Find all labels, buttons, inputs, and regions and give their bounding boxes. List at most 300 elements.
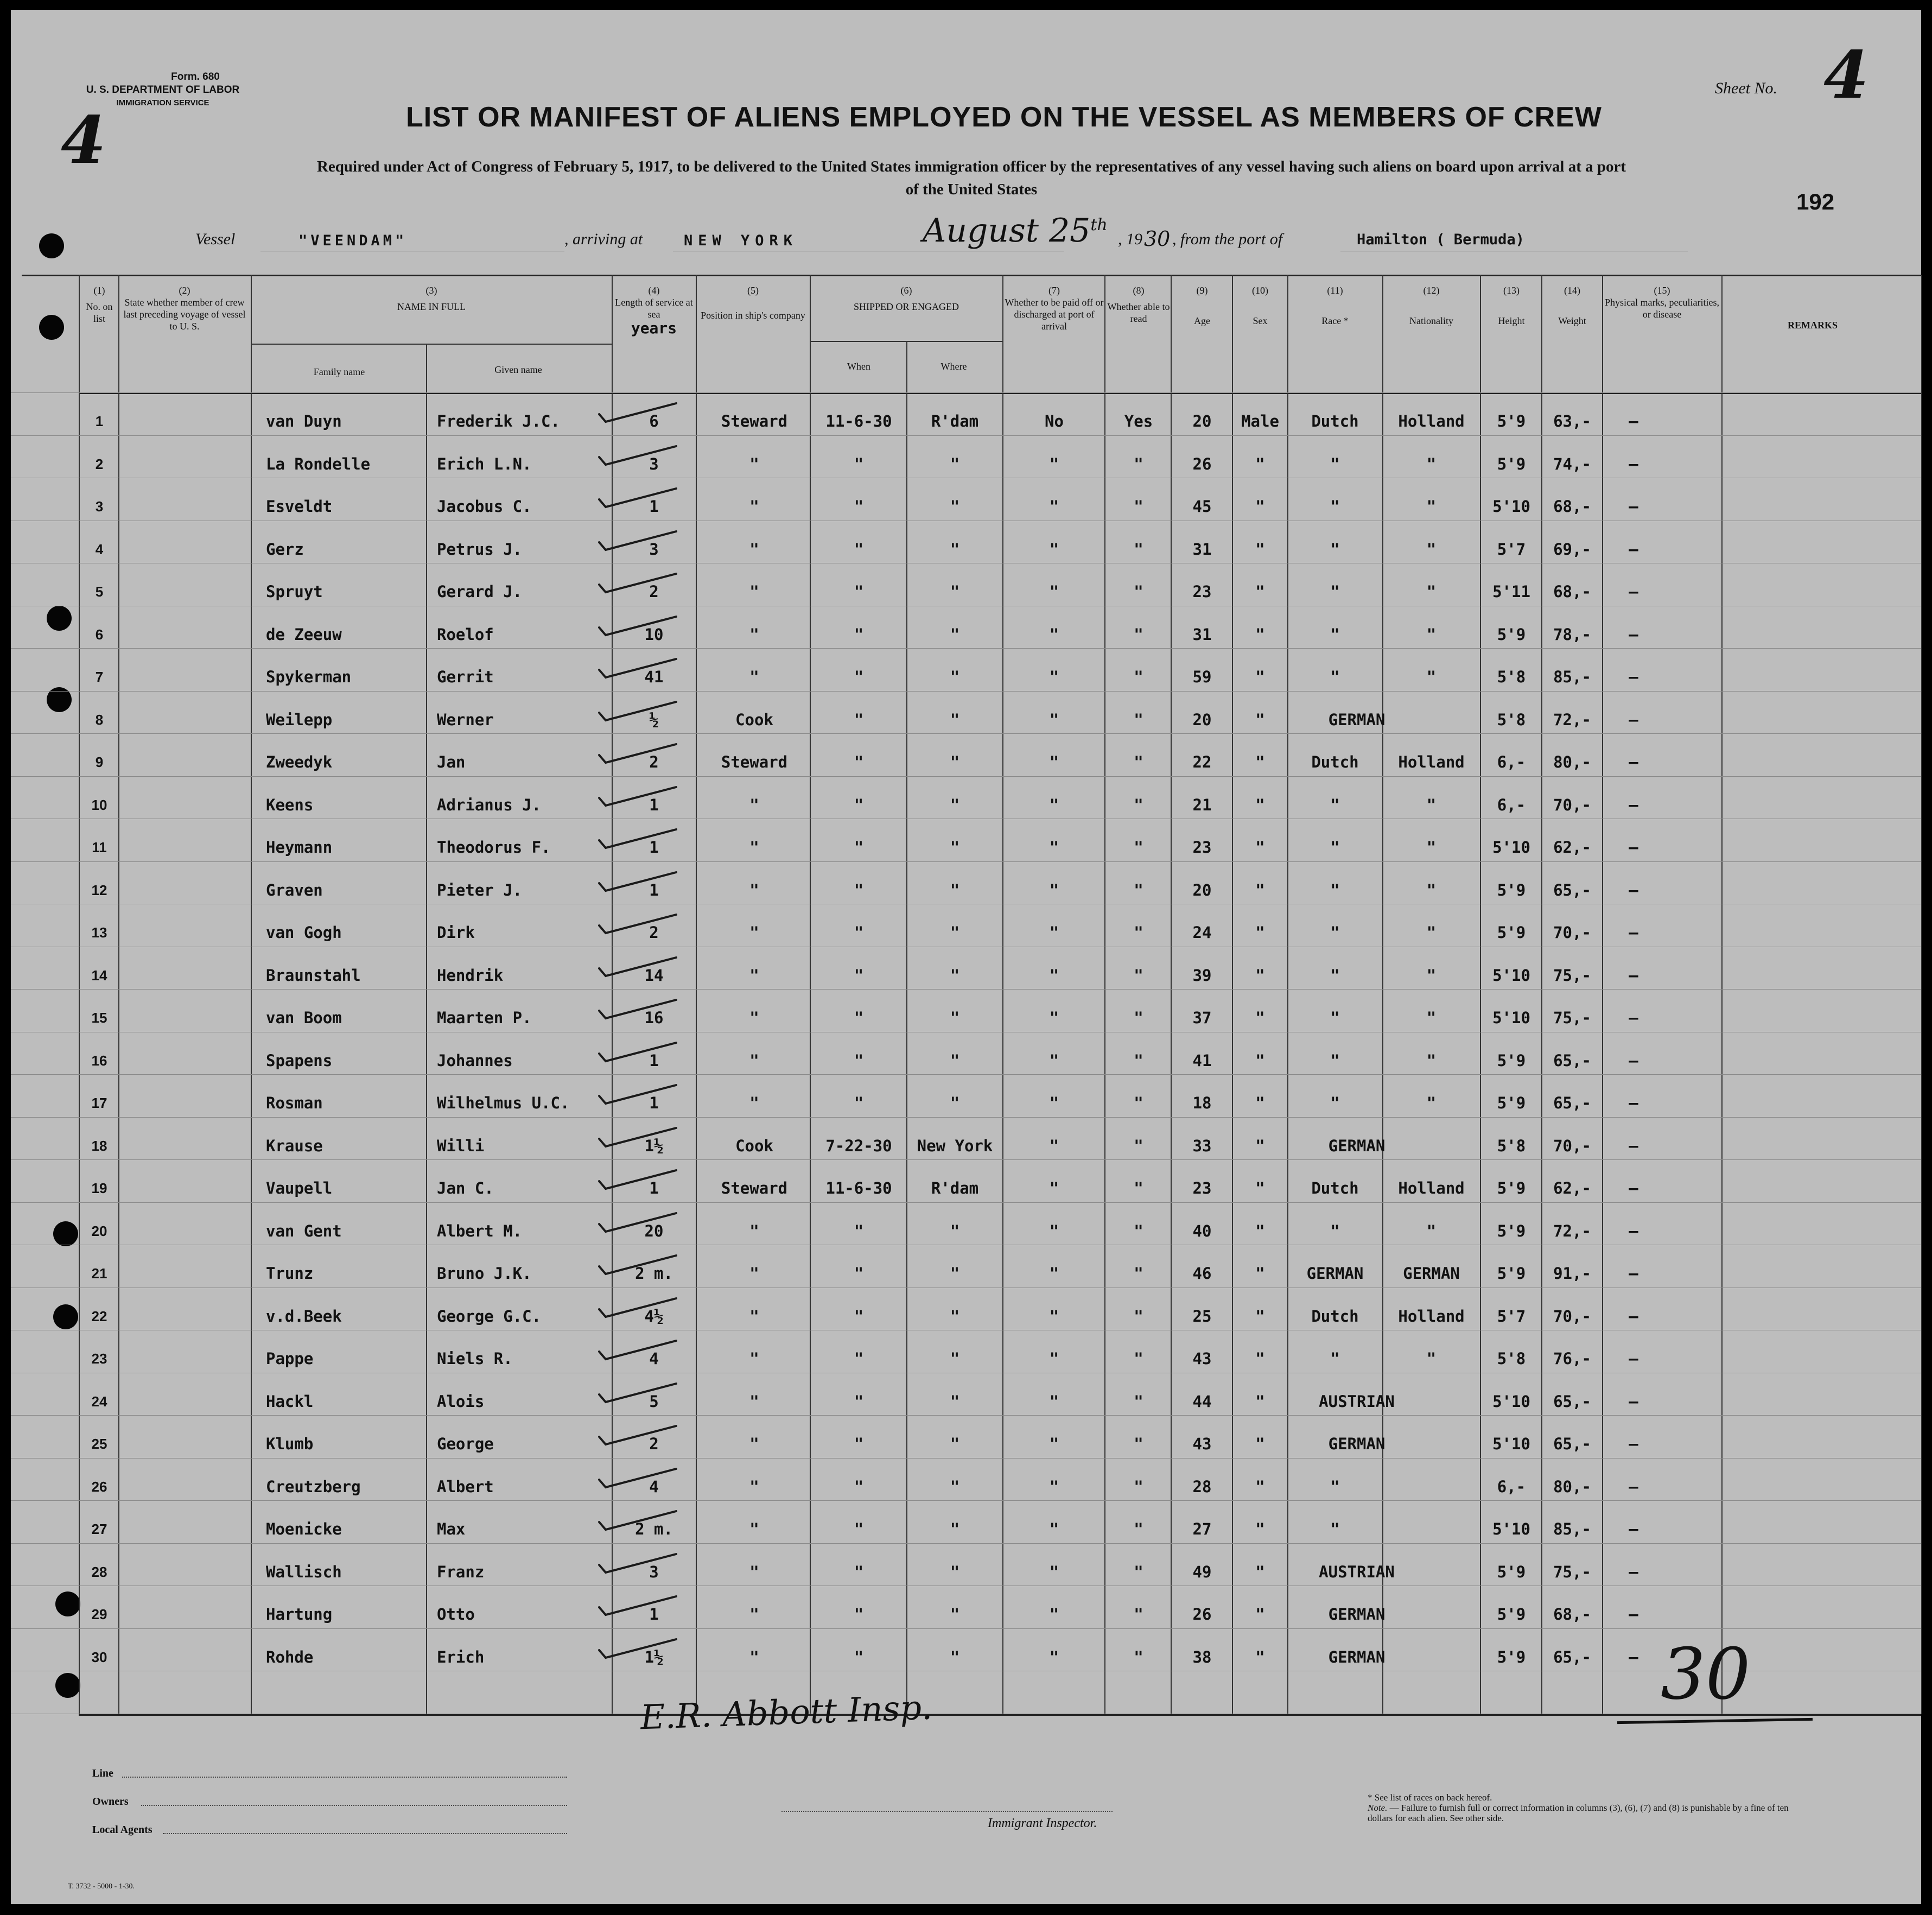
row-service: 4½ [644, 1307, 664, 1326]
row-read: " [1134, 1264, 1143, 1283]
row-service: 14 [644, 966, 664, 985]
row-age: 31 [1192, 625, 1212, 644]
row-race: " [1330, 454, 1340, 473]
punch-hole [53, 1304, 78, 1329]
stamp-number: 192 [1796, 189, 1835, 214]
check-mark-icon [597, 570, 678, 600]
row-rule [11, 776, 1921, 777]
row-where: New York [917, 1136, 993, 1155]
row-marks: — [1629, 753, 1638, 771]
row-height: 5'10 [1492, 1520, 1530, 1538]
punch-hole [39, 315, 64, 340]
row-given: Bruno J.K. [437, 1264, 532, 1283]
row-weight: 68,- [1553, 582, 1591, 601]
row-family: La Rondelle [266, 454, 371, 473]
col2-header [119, 284, 250, 332]
row-where: " [950, 1264, 960, 1283]
row-read: " [1134, 795, 1143, 814]
row-family: v.d.Beek [266, 1307, 342, 1326]
inspector-label: Immigrant Inspector. [988, 1816, 1097, 1830]
check-mark-icon [597, 1082, 678, 1112]
family-name-header: Family name [313, 366, 365, 377]
row-where: " [950, 1221, 960, 1240]
check-mark-icon [597, 997, 678, 1026]
row-weight: 76,- [1553, 1349, 1591, 1368]
departure-port: Hamilton ( Bermuda) [1357, 231, 1524, 248]
row-read: " [1134, 1136, 1143, 1155]
check-mark-icon [597, 1039, 678, 1069]
row-age: 33 [1192, 1136, 1212, 1155]
row-given: Jacobus C. [437, 497, 532, 516]
row-no: 23 [91, 1350, 107, 1367]
row-age: 21 [1192, 795, 1212, 814]
shipped-where-header: Where [940, 361, 967, 372]
col12-number: (12) [1423, 285, 1440, 296]
row-service: 1 [649, 1094, 659, 1112]
row-family: Trunz [266, 1264, 314, 1283]
row-paid: " [1049, 1009, 1059, 1027]
row-nationality: Holland [1398, 1179, 1465, 1197]
row-position: " [749, 540, 759, 559]
col14-header [1542, 284, 1602, 327]
row-position: " [749, 1605, 759, 1624]
row-no: 10 [91, 796, 107, 813]
row-race: AUSTRIAN [1319, 1392, 1395, 1411]
row-sex: " [1255, 838, 1265, 857]
col7-title: Whether to be paid off or discharged at port of arrival [1005, 297, 1104, 332]
row-position: Steward [721, 412, 788, 430]
row-no: 26 [91, 1478, 107, 1495]
row-height: 6,- [1497, 1477, 1526, 1496]
col2-number: (2) [179, 285, 190, 296]
row-height: 5'9 [1497, 880, 1526, 899]
row-position: " [749, 966, 759, 985]
row-race: GERMAN [1328, 1605, 1386, 1624]
sheet-number-value: 4 [1823, 37, 1869, 113]
row-age: 37 [1192, 1009, 1212, 1027]
row-age: 45 [1192, 497, 1212, 516]
row-given: Frederik J.C. [437, 412, 560, 430]
row-race: " [1330, 497, 1340, 516]
row-read: " [1134, 1392, 1143, 1411]
row-no: 15 [91, 1010, 107, 1026]
local-agents-field [163, 1833, 567, 1834]
row-position: Steward [721, 753, 788, 771]
line-label: Line [92, 1767, 113, 1779]
col9-header [1172, 284, 1232, 327]
row-marks: — [1629, 1605, 1638, 1624]
row-marks: — [1629, 1221, 1638, 1240]
row-race: " [1330, 582, 1340, 601]
row-no: 16 [91, 1052, 107, 1069]
row-age: 20 [1192, 710, 1212, 729]
row-position: " [749, 1349, 759, 1368]
row-rule [11, 1458, 1921, 1459]
row-position: " [749, 1009, 759, 1027]
row-sex: " [1255, 1392, 1265, 1411]
check-mark-icon [597, 1508, 678, 1538]
row-read: " [1134, 454, 1143, 473]
row-height: 5'9 [1497, 454, 1526, 473]
column-divider [1721, 275, 1723, 1714]
col1-header [80, 284, 118, 325]
row-weight: 65,- [1553, 1435, 1591, 1453]
row-no: 14 [91, 967, 107, 984]
row-when: " [854, 1264, 864, 1283]
col8-title: Whether able to read [1107, 301, 1170, 324]
row-position: " [749, 625, 759, 644]
row-position: Cook [735, 1136, 773, 1155]
row-rule [11, 1159, 1921, 1160]
row-age: 38 [1192, 1647, 1212, 1666]
row-height: 5'8 [1497, 668, 1526, 686]
col11-title: Race * [1321, 315, 1349, 326]
row-paid: " [1049, 795, 1059, 814]
row-sex: " [1255, 668, 1265, 686]
col14-number: (14) [1564, 285, 1580, 296]
row-nationality: " [1426, 1094, 1437, 1112]
row-read: " [1134, 838, 1143, 857]
row-height: 5'9 [1497, 625, 1526, 644]
row-height: 5'10 [1492, 1392, 1530, 1411]
row-paid: " [1049, 1392, 1059, 1411]
row-sex: " [1255, 1435, 1265, 1453]
col5-header [697, 284, 809, 321]
row-no: 22 [91, 1308, 107, 1324]
row-weight: 85,- [1553, 668, 1591, 686]
row-sex: " [1255, 582, 1265, 601]
row-position: " [749, 1392, 759, 1411]
row-given: Petrus J. [437, 540, 523, 559]
row-when: " [854, 540, 864, 559]
row-paid: " [1049, 625, 1059, 644]
row-height: 6,- [1497, 753, 1526, 771]
col14-title: Weight [1558, 315, 1586, 326]
inspector-signature: E.R. Abbott Insp. [639, 1687, 933, 1738]
column-divider [251, 275, 252, 1714]
name-subheader-divider [251, 344, 612, 345]
row-when: " [854, 1647, 864, 1666]
row-service: 1 [649, 880, 659, 899]
row-marks: — [1629, 1051, 1638, 1070]
row-rule [11, 733, 1921, 734]
row-sex: " [1255, 1349, 1265, 1368]
col3-title: NAME IN FULL [397, 301, 466, 312]
row-position: " [749, 1520, 759, 1538]
row-age: 43 [1192, 1435, 1212, 1453]
row-no: 3 [95, 498, 104, 515]
row-given: Jan [437, 753, 466, 771]
row-given: Alois [437, 1392, 485, 1411]
row-family: Rosman [266, 1094, 323, 1112]
row-weight: 75,- [1553, 966, 1591, 985]
row-read: " [1134, 1647, 1143, 1666]
row-nationality: " [1426, 795, 1437, 814]
row-nationality: " [1426, 454, 1437, 473]
row-given: Werner [437, 710, 494, 729]
row-marks: — [1629, 1647, 1638, 1666]
row-height: 5'9 [1497, 1562, 1526, 1581]
row-when: " [854, 454, 864, 473]
row-height: 5'9 [1497, 1264, 1526, 1283]
row-paid: " [1049, 668, 1059, 686]
row-paid: " [1049, 1136, 1059, 1155]
row-when: " [854, 1520, 864, 1538]
row-race: " [1330, 668, 1340, 686]
col7-header [1004, 284, 1104, 332]
column-divider [426, 344, 427, 1714]
row-given: Erich [437, 1647, 485, 1666]
row-paid: " [1049, 1520, 1059, 1538]
row-when: " [854, 1435, 864, 1453]
check-mark-icon [597, 1551, 678, 1581]
row-age: 22 [1192, 753, 1212, 771]
row-family: Esveldt [266, 497, 333, 516]
row-read: " [1134, 540, 1143, 559]
row-family: Gerz [266, 540, 304, 559]
row-weight: 72,- [1553, 1221, 1591, 1240]
row-service: 6 [649, 412, 659, 430]
row-sex: " [1255, 497, 1265, 516]
row-where: " [950, 668, 960, 686]
manifest-sheet [11, 10, 1921, 1904]
row-service: 2 [649, 923, 659, 942]
row-sex: " [1255, 1477, 1265, 1496]
col4-header [613, 284, 695, 337]
row-service: 3 [649, 540, 659, 559]
row-marks: — [1629, 1094, 1638, 1112]
row-position: " [749, 1477, 759, 1496]
row-race: Dutch [1311, 1307, 1359, 1326]
row-service: 2 m. [635, 1264, 673, 1283]
row-race: GERMAN [1328, 1136, 1386, 1155]
row-paid: " [1049, 582, 1059, 601]
form-number: Form. 680 [171, 71, 220, 83]
row-read: " [1134, 1307, 1143, 1326]
department-name: U. S. DEPARTMENT OF LABOR [86, 84, 240, 96]
row-paid: " [1049, 1094, 1059, 1112]
row-marks: — [1629, 1349, 1638, 1368]
row-race: " [1330, 795, 1340, 814]
row-where: " [950, 1307, 960, 1326]
row-family: Moenicke [266, 1520, 342, 1538]
col7-number: (7) [1048, 285, 1060, 296]
row-nationality: " [1426, 540, 1437, 559]
row-height: 5'9 [1497, 1094, 1526, 1112]
row-marks: — [1629, 668, 1638, 686]
row-nationality: GERMAN [1403, 1264, 1460, 1283]
row-sex: " [1255, 923, 1265, 942]
column-divider [696, 275, 697, 1714]
row-nationality: Holland [1398, 1307, 1465, 1326]
row-age: 31 [1192, 540, 1212, 559]
column-divider [810, 275, 811, 1714]
punch-hole [53, 1221, 78, 1246]
service-name: IMMIGRATION SERVICE [116, 98, 209, 107]
row-weight: 65,- [1553, 1094, 1591, 1112]
column-divider [1232, 275, 1233, 1714]
row-height: 5'9 [1497, 1179, 1526, 1197]
row-where: " [950, 966, 960, 985]
row-position: " [749, 1562, 759, 1581]
row-family: Vaupell [266, 1179, 333, 1197]
local-agents-label: Local Agents [92, 1824, 152, 1836]
row-service: ½ [649, 710, 659, 729]
row-sex: " [1255, 1605, 1265, 1624]
row-read: " [1134, 753, 1143, 771]
row-age: 23 [1192, 582, 1212, 601]
row-marks: — [1629, 1307, 1638, 1326]
row-race: GERMAN [1306, 1264, 1364, 1283]
row-read: " [1134, 582, 1143, 601]
row-paid: " [1049, 497, 1059, 516]
col4-unit: years [631, 319, 677, 337]
row-where: " [950, 710, 960, 729]
row-weight: 70,- [1553, 923, 1591, 942]
row-given: Hendrik [437, 966, 504, 985]
row-service: 2 [649, 753, 659, 771]
line-field [122, 1777, 567, 1778]
row-when: " [854, 1349, 864, 1368]
row-no: 13 [91, 924, 107, 941]
row-weight: 75,- [1553, 1562, 1591, 1581]
row-where: " [950, 582, 960, 601]
row-position: " [749, 1307, 759, 1326]
check-mark-icon [597, 1210, 678, 1240]
row-weight: 69,- [1553, 540, 1591, 559]
check-mark-icon [597, 1380, 678, 1410]
row-given: Wilhelmus U.C. [437, 1094, 570, 1112]
vessel-name: "VEENDAM" [298, 232, 408, 249]
row-weight: 78,- [1553, 625, 1591, 644]
check-mark-icon [597, 400, 678, 430]
row-height: 5'9 [1497, 1605, 1526, 1624]
row-paid: " [1049, 710, 1059, 729]
row-no: 24 [91, 1393, 107, 1410]
row-service: 5 [649, 1392, 659, 1411]
row-given: Dirk [437, 923, 475, 942]
row-weight: 62,- [1553, 1179, 1591, 1197]
row-weight: 65,- [1553, 1392, 1591, 1411]
row-height: 5'9 [1497, 1051, 1526, 1070]
row-where: " [950, 1435, 960, 1453]
row-given: Erich L.N. [437, 454, 532, 473]
row-weight: 70,- [1553, 1307, 1591, 1326]
column-divider [1287, 275, 1288, 1714]
row-nationality: " [1426, 838, 1437, 857]
footnote-note-label: Note. [1368, 1803, 1388, 1813]
row-height: 5'9 [1497, 412, 1526, 430]
row-race: " [1330, 625, 1340, 644]
row-age: 18 [1192, 1094, 1212, 1112]
row-height: 5'10 [1492, 838, 1530, 857]
row-weight: 80,- [1553, 753, 1591, 771]
row-where: " [950, 1392, 960, 1411]
row-nationality: " [1426, 625, 1437, 644]
row-position: " [749, 1264, 759, 1283]
col9-title: Age [1194, 315, 1210, 326]
row-position: " [749, 880, 759, 899]
row-marks: — [1629, 838, 1638, 857]
col5-title: Position in ship's company [701, 310, 805, 321]
row-race: GERMAN [1328, 1435, 1386, 1453]
column-divider [1382, 275, 1383, 1714]
row-sex: " [1255, 540, 1265, 559]
row-read: " [1134, 668, 1143, 686]
row-weight: 62,- [1553, 838, 1591, 857]
row-family: Krause [266, 1136, 323, 1155]
row-no: 7 [95, 669, 104, 685]
row-no: 8 [95, 711, 104, 728]
row-family: Braunstahl [266, 966, 361, 985]
row-race: " [1330, 1221, 1340, 1240]
row-service: 1 [649, 1179, 659, 1197]
row-marks: — [1629, 454, 1638, 473]
row-height: 5'9 [1497, 923, 1526, 942]
row-given: Albert M. [437, 1221, 523, 1240]
row-paid: " [1049, 1605, 1059, 1624]
row-race: Dutch [1311, 753, 1359, 771]
row-nationality: " [1426, 1221, 1437, 1240]
row-race: " [1330, 966, 1340, 985]
row-nationality: " [1426, 1349, 1437, 1368]
row-when: " [854, 1477, 864, 1496]
row-rule [11, 1202, 1921, 1203]
row-when: " [854, 1051, 864, 1070]
row-paid: " [1049, 1264, 1059, 1283]
row-read: Yes [1124, 412, 1153, 430]
check-mark-icon [597, 1125, 678, 1155]
row-marks: — [1629, 710, 1638, 729]
row-paid: " [1049, 1349, 1059, 1368]
row-race: GERMAN [1328, 1647, 1386, 1666]
row-height: 5'9 [1497, 1647, 1526, 1666]
row-rule [11, 1628, 1921, 1629]
col3-number: (3) [425, 285, 437, 296]
row-sex: Male [1241, 412, 1279, 430]
table-bottom-border [79, 1714, 1921, 1716]
check-mark-icon [597, 1295, 678, 1325]
row-rule [11, 861, 1921, 862]
owners-field [141, 1805, 567, 1806]
row-weight: 70,- [1553, 795, 1591, 814]
row-when: " [854, 923, 864, 942]
row-age: 27 [1192, 1520, 1212, 1538]
row-position: " [749, 1051, 759, 1070]
arrival-date [923, 212, 1108, 250]
check-mark-icon [597, 869, 678, 899]
row-position: " [749, 454, 759, 473]
row-position: " [749, 795, 759, 814]
row-nationality: " [1426, 497, 1437, 516]
row-height: 5'10 [1492, 497, 1530, 516]
row-paid: " [1049, 1221, 1059, 1240]
col8-header [1106, 284, 1171, 325]
row-where: " [950, 540, 960, 559]
row-weight: 72,- [1553, 710, 1591, 729]
row-family: Graven [266, 880, 323, 899]
row-weight: 65,- [1553, 1051, 1591, 1070]
row-read: " [1134, 625, 1143, 644]
row-given: Niels R. [437, 1349, 513, 1368]
punch-hole [39, 233, 64, 258]
row-no: 30 [91, 1648, 107, 1665]
col12-title: Nationality [1409, 315, 1453, 326]
row-where: " [950, 1051, 960, 1070]
row-family: de Zeeuw [266, 625, 342, 644]
row-weight: 68,- [1553, 1605, 1591, 1624]
row-family: Creutzberg [266, 1477, 361, 1496]
